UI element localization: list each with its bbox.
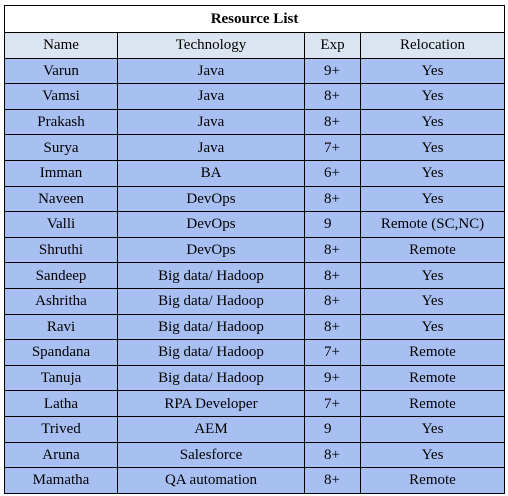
cell-technology: Salesforce [118,442,305,468]
cell-technology: RPA Developer [118,391,305,417]
cell-technology: Big data/ Hadoop [118,340,305,366]
cell-name: Trived [5,416,118,442]
cell-technology: Big data/ Hadoop [118,314,305,340]
column-header-technology: Technology [118,33,305,59]
cell-name: Tanuja [5,365,118,391]
cell-name: Ravi [5,314,118,340]
table-row [5,288,505,314]
cell-technology: QA automation [118,468,305,494]
table-body [5,58,505,493]
cell-name: Surya [5,135,118,161]
cell-name: Shruthi [5,237,118,263]
table-row [5,84,505,110]
table-row [5,391,505,417]
cell-relocation: Yes [361,160,505,186]
cell-exp: 9+ [305,365,361,391]
cell-technology: DevOps [118,237,305,263]
cell-name: Naveen [5,186,118,212]
cell-relocation: Remote [361,237,505,263]
cell-exp: 8+ [305,109,361,135]
table-row [5,468,505,494]
cell-name: Aruna [5,442,118,468]
cell-technology: Big data/ Hadoop [118,365,305,391]
cell-name: Ashritha [5,288,118,314]
table-row [5,186,505,212]
cell-relocation: Yes [361,263,505,289]
cell-name: Prakash [5,109,118,135]
cell-exp: 8+ [305,442,361,468]
cell-technology: AEM [118,416,305,442]
table-row [5,314,505,340]
cell-relocation: Remote [361,468,505,494]
cell-exp: 7+ [305,135,361,161]
cell-relocation: Yes [361,288,505,314]
cell-technology: DevOps [118,212,305,238]
table-row [5,442,505,468]
cell-relocation: Yes [361,186,505,212]
table-row [5,237,505,263]
table-row [5,212,505,238]
cell-technology: Big data/ Hadoop [118,263,305,289]
table-row [5,263,505,289]
cell-name: Vamsi [5,84,118,110]
cell-exp: 8+ [305,468,361,494]
cell-technology: BA [118,160,305,186]
header-row [5,33,505,59]
table-title: Resource List [5,6,505,33]
cell-technology: Java [118,135,305,161]
cell-relocation: Yes [361,416,505,442]
cell-exp: 6+ [305,160,361,186]
cell-exp: 7+ [305,340,361,366]
column-header-exp: Exp [305,33,361,59]
cell-relocation: Yes [361,314,505,340]
cell-relocation: Yes [361,84,505,110]
cell-relocation: Remote [361,391,505,417]
cell-exp: 8+ [305,263,361,289]
cell-relocation: Remote [361,340,505,366]
table-row [5,58,505,84]
cell-name: Sandeep [5,263,118,289]
column-header-name: Name [5,33,118,59]
cell-technology: Java [118,58,305,84]
cell-exp: 8+ [305,84,361,110]
title-row [5,6,505,33]
cell-relocation: Remote (SC,NC) [361,212,505,238]
cell-name: Valli [5,212,118,238]
column-header-relocation: Relocation [361,33,505,59]
cell-relocation: Yes [361,109,505,135]
cell-technology: DevOps [118,186,305,212]
cell-exp: 9 [305,416,361,442]
cell-relocation: Remote [361,365,505,391]
cell-relocation: Yes [361,442,505,468]
cell-technology: Java [118,109,305,135]
table-row [5,109,505,135]
cell-exp: 8+ [305,314,361,340]
table-row [5,135,505,161]
cell-name: Varun [5,58,118,84]
cell-name: Spandana [5,340,118,366]
table-row [5,416,505,442]
cell-technology: Big data/ Hadoop [118,288,305,314]
cell-exp: 8+ [305,237,361,263]
cell-exp: 7+ [305,391,361,417]
cell-technology: Java [118,84,305,110]
cell-name: Latha [5,391,118,417]
cell-exp: 9+ [305,58,361,84]
cell-exp: 8+ [305,186,361,212]
cell-exp: 8+ [305,288,361,314]
resource-list-table [4,5,505,494]
cell-relocation: Yes [361,135,505,161]
table-row [5,340,505,366]
cell-name: Imman [5,160,118,186]
resource-list-table-container [4,5,504,494]
table-row [5,160,505,186]
cell-relocation: Yes [361,58,505,84]
table-row [5,365,505,391]
cell-exp: 9 [305,212,361,238]
cell-name: Mamatha [5,468,118,494]
